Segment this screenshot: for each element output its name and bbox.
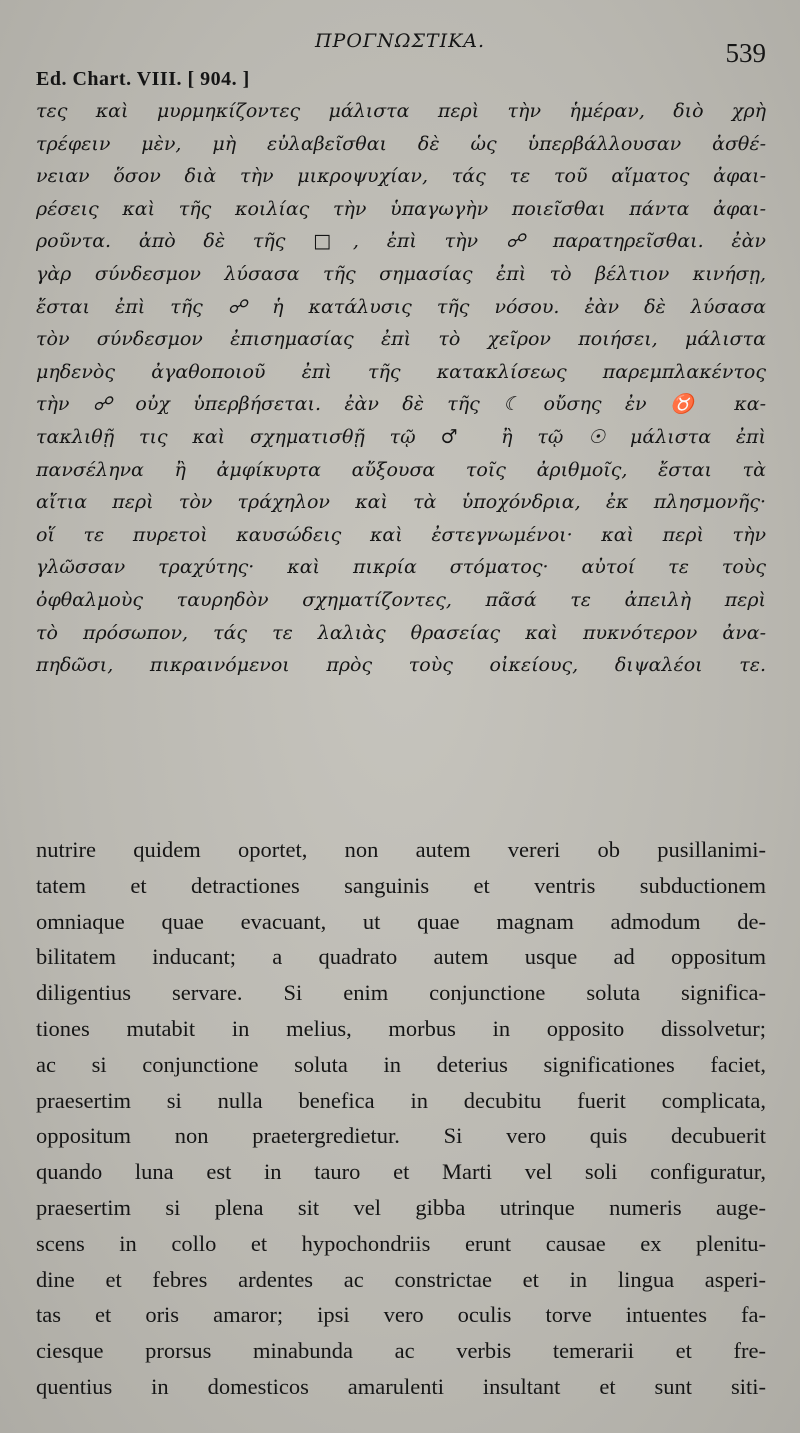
latin-text-line: scens in collo et hypochondriis erunt causae ex plenitu- [36, 1230, 766, 1256]
latin-text-block [36, 832, 766, 1405]
greek-text-line: γλῶσσαν τραχύτης· καὶ πικρία στόματος· αὐτοί τε τοὺς [36, 556, 766, 579]
latin-text-line: nutrire quidem oportet, non autem vereri ob pusillanimi- [36, 837, 766, 862]
greek-text-line: τες καὶ μυρμηκίζοντες μάλιστα περὶ τὴν ἡμέραν, διὸ χρὴ [36, 100, 766, 122]
latin-text-line: tiones mutabit in melius, morbus in opposito dissolvetur; [36, 1015, 766, 1041]
greek-text-line: τὸν σύνδεσμον ἐπισημασίας ἐπὶ τὸ χεῖρον ποιήσει, μάλιστα [36, 328, 766, 351]
greek-text-line: ρέσεις καὶ τῆς κοιλίας τὴν ὑπαγωγὴν ποιεῖσθαι πάντα ἀφαι- [36, 197, 766, 220]
latin-text-line: ciesque prorsus minabunda ac verbis temerarii et fre- [36, 1338, 766, 1364]
greek-text-line: οἵ τε πυρετοὶ καυσώδεις καὶ ἐστεγνωμένοι· καὶ περὶ τὴν [36, 523, 766, 546]
greek-text-line: αἴτια περὶ τὸν τράχηλον καὶ τὰ ὑποχόνδρια, ἐκ πλησμονῆς· [36, 491, 766, 514]
greek-text-line: τὴν ☍ οὐχ ὑπερβήσεται. ἐὰν δὲ τῆς ☾ οὔσης ἐν ♉ κα- [36, 393, 766, 416]
latin-text-line: praesertim si plena sit vel gibba utrinque numeris auge- [36, 1194, 766, 1220]
latin-text-line: tatem et detractiones sanguinis et ventris subductionem [36, 872, 766, 898]
greek-text-line: τὸ πρόσωπον, τάς τε λαλιὰς θρασείας καὶ πυκνότερον ἀνα- [36, 621, 766, 644]
greek-text-line: πηδῶσι, πικραινόμενοι πρὸς τοὺς οἰκείους, διψαλέοι τε. [36, 654, 766, 677]
greek-text-line: τρέφειν μὲν, μὴ εὐλαβεῖσθαι δὲ ὡς ὑπερβάλλουσαν ἀσθέ- [36, 132, 766, 155]
latin-text-line: oppositum non praetergredietur. Si vero quis decubuerit [36, 1123, 766, 1149]
latin-text-line: ac si conjunctione soluta in deterius significationes faciet, [36, 1051, 766, 1077]
latin-text-line: praesertim si nulla benefica in decubitu fuerit complicata, [36, 1087, 766, 1113]
latin-text-line: bilitatem inducant; a quadrato autem usque ad oppositum [36, 944, 766, 970]
greek-text-line: μηδενὸς ἀγαθοποιοῦ ἐπὶ τῆς κατακλίσεως παρεμπλακέντος [36, 360, 766, 383]
running-title: ΠΡΟΓΝΩΣΤΙΚΑ. [314, 30, 486, 52]
greek-text-line: γὰρ σύνδεσμον λύσασα τῆς σημασίας ἐπὶ τὸ βέλτιον κινήσῃ, [36, 262, 766, 285]
latin-text-line: diligentius servare. Si enim conjunctione soluta significa- [36, 980, 766, 1006]
greek-text-block [36, 95, 766, 682]
latin-text-line: dine et febres ardentes ac constrictae et in lingua asperi- [36, 1266, 766, 1292]
greek-text-line: ὀφθαλμοὺς ταυρηδὸν σχηματίζοντες, πᾶσά τε ἀπειλὴ περὶ [36, 588, 766, 611]
greek-text-line: ἔσται ἐπὶ τῆς ☍ ἡ κατάλυσις τῆς νόσου. ἐὰν δὲ λύσασα [36, 295, 766, 318]
latin-text-line: quando luna est in tauro et Marti vel soli configuratur, [36, 1159, 766, 1185]
greek-text-line: ροῦντα. ἀπὸ δὲ τῆς □, ἐπὶ τὴν ☍ παρατηρεῖσθαι. ἐὰν [36, 230, 766, 253]
greek-text-line: νειαν ὅσον διὰ τὴν μικροψυχίαν, τάς τε τοῦ αἵματος ἀφαι- [36, 165, 766, 188]
edition-reference: Ed. Chart. VIII. [ 904. ] [36, 68, 250, 90]
latin-text-line: tas et oris amaror; ipsi vero oculis torve intuentes fa- [36, 1302, 766, 1328]
latin-text-line: quentius in domesticos amarulenti insultant et sunt siti- [36, 1373, 766, 1399]
latin-text-line: omniaque quae evacuant, ut quae magnam admodum de- [36, 908, 766, 934]
page-number: 539 [725, 38, 766, 68]
greek-text-line: πανσέληνα ἢ ἀμφίκυρτα αὔξουσα τοῖς ἀριθμοῖς, ἔσται τὰ [36, 458, 766, 481]
greek-text-line: τακλιθῇ τις καὶ σχηματισθῇ τῷ ♂ ἢ τῷ ☉ μάλιστα ἐπὶ [36, 425, 766, 448]
